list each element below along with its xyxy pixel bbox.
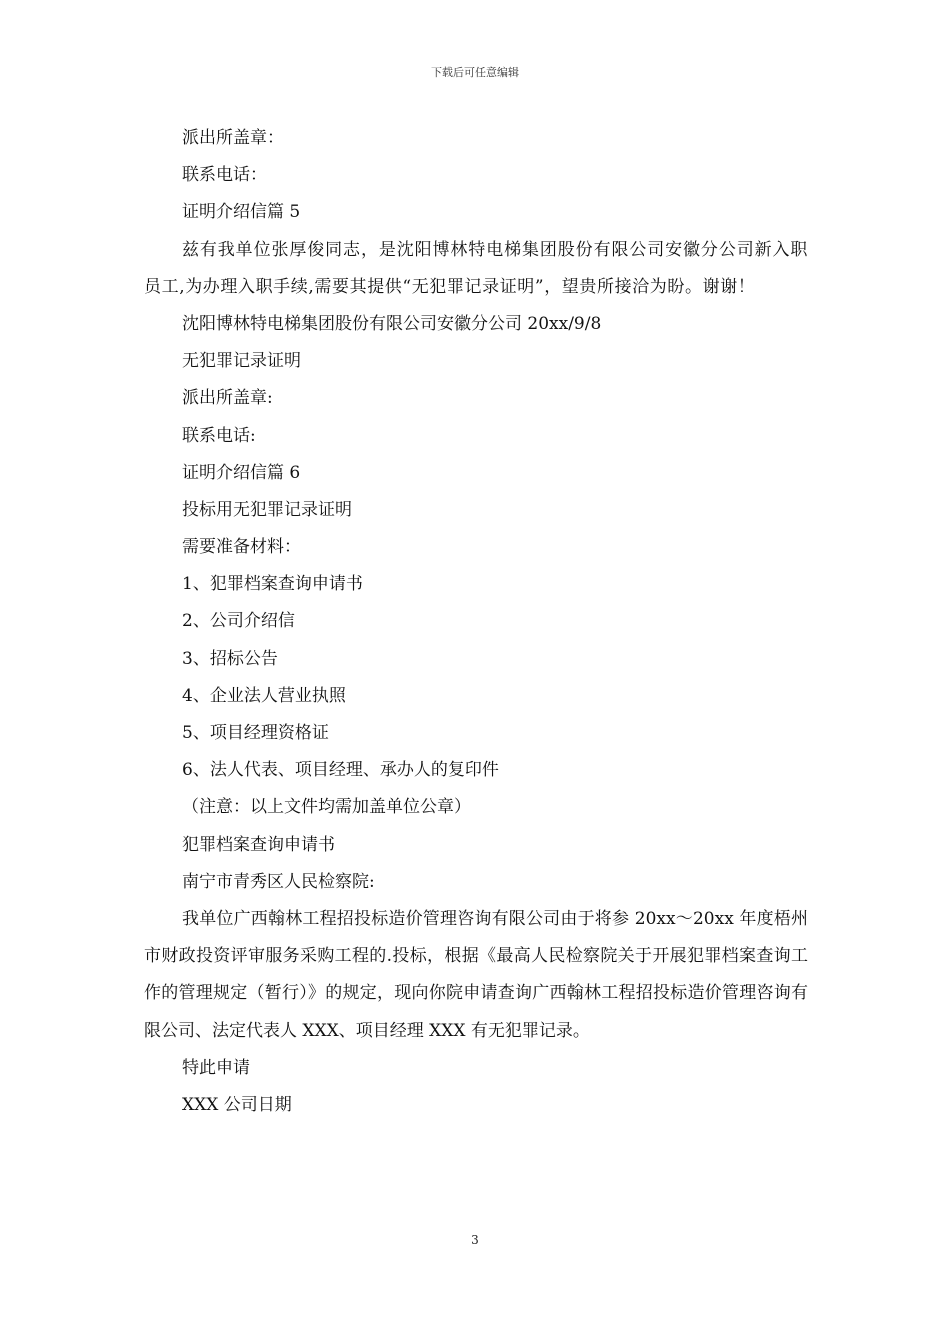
document-body bbox=[144, 120, 808, 1124]
page-number: 3 bbox=[471, 1233, 479, 1247]
text-line: 派出所盖章： bbox=[182, 128, 284, 148]
paragraph: 我单位广西翰林工程招投标造价管理咨询有限公司由于将参 20xx～20xx 年度梧州市财政投资评审服务采购工程的.投标，根据《最高人民检察院关于开展犯罪档案查询工作的管理规定（暂行）》的规定，现向你院申请查询广西翰林工程招投标造价管理咨询有限公司、法定代表人 XXX、项目经理 XXX 有无犯罪记录。 bbox=[144, 908, 808, 1041]
list-item: 1、犯罪档案查询申请书 bbox=[182, 574, 363, 595]
text-line: 犯罪档案查询申请书 bbox=[182, 834, 335, 855]
list-item: 5、项目经理资格证 bbox=[182, 723, 329, 744]
text-line: 沈阳博林特电梯集团股份有限公司安徽分公司 20xx/9/8 bbox=[182, 313, 602, 334]
section-heading: 证明介绍信篇 5 bbox=[182, 202, 301, 223]
text-line: 联系电话: bbox=[182, 425, 256, 446]
text-line: 特此申请 bbox=[182, 1057, 250, 1078]
text-line: 无犯罪记录证明 bbox=[182, 351, 301, 372]
list-item: 3、招标公告 bbox=[182, 648, 278, 669]
section-heading: 证明介绍信篇 6 bbox=[182, 462, 301, 483]
text-line: 南宁市青秀区人民检察院: bbox=[182, 871, 375, 892]
text-line: 投标用无犯罪记录证明 bbox=[182, 499, 352, 520]
text-line: 派出所盖章: bbox=[182, 388, 273, 409]
text-line: 联系电话： bbox=[182, 165, 267, 186]
paragraph: 兹有我单位张厚俊同志，是沈阳博林特电梯集团股份有限公司安徽分公司新入职员工,为办理入职手续,需要其提供“无犯罪记录证明”，望贵所接洽为盼。谢谢！ bbox=[144, 239, 808, 297]
text-line: 需要准备材料： bbox=[182, 537, 301, 558]
list-item: 4、企业法人营业执照 bbox=[182, 685, 346, 706]
page-header: 下载后可任意编辑 bbox=[431, 66, 519, 79]
list-item: 6、法人代表、项目经理、承办人的复印件 bbox=[182, 760, 499, 781]
list-item: 2、公司介绍信 bbox=[182, 611, 295, 632]
note-line: （注意：以上文件均需加盖单位公章） bbox=[182, 797, 471, 818]
text-line: XXX 公司日期 bbox=[182, 1094, 292, 1115]
